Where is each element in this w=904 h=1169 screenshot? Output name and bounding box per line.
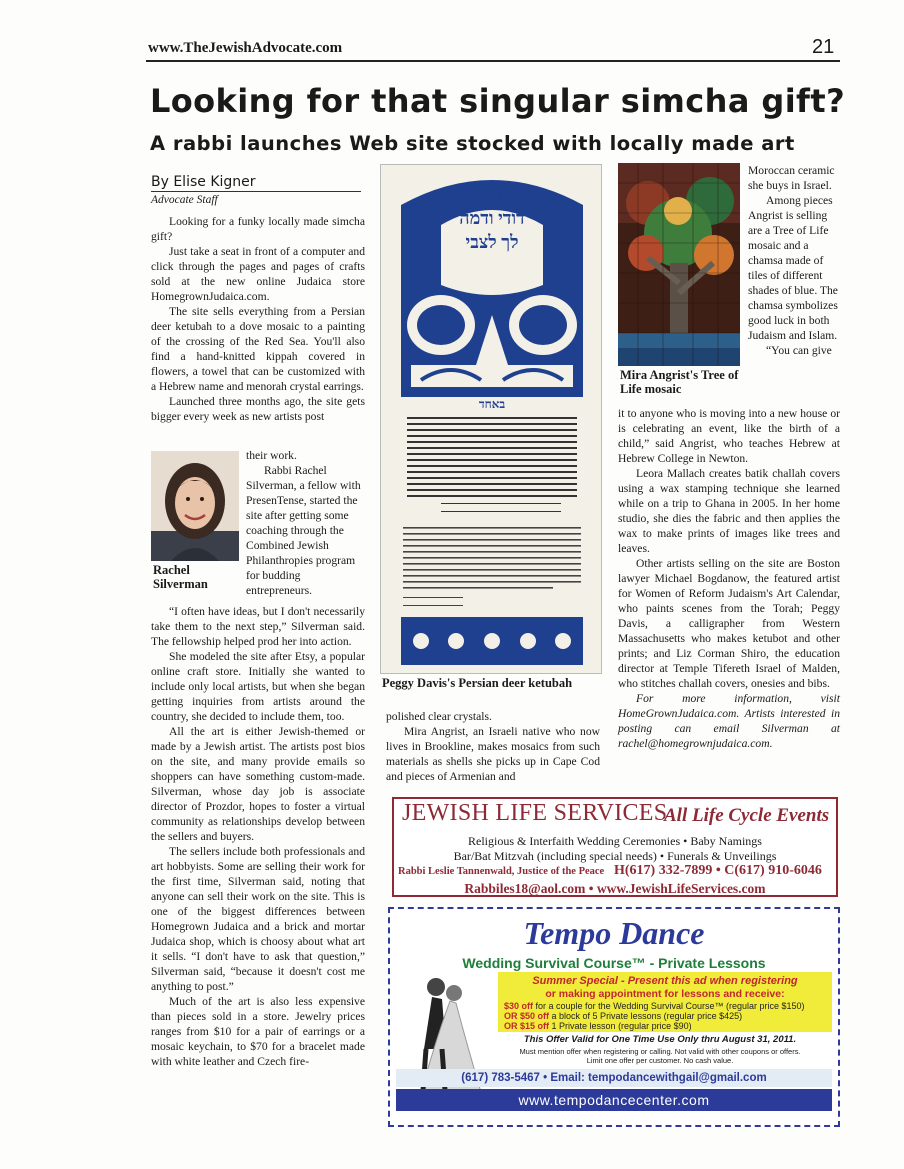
paragraph: All the art is either Jewish-themed or made by a Jewish artist. The artists post bios on the site, and many provide emails so shoppers can have something custom-made. Silverman, whose day job is associate director of Prozdor, hopes to foster a virtual community as relationships develop between the sellers and buyers. <box>151 725 365 843</box>
article-column-right-top <box>748 163 840 358</box>
paragraph: it to anyone who is moving into a new house or is celebrating an event, like the birth of a child,” said Angrist, who teaches Hebrew at Hebrew College in Newton. <box>618 407 840 465</box>
tempo-title: Tempo Dance <box>523 915 705 951</box>
tempo-offer-3-discount: OR $15 off <box>504 1021 550 1031</box>
tempo-offer-2 <box>504 1011 742 1021</box>
paragraph: Looking for a funky locally made simcha gift? <box>151 215 365 243</box>
tempo-contact[interactable]: (617) 783-5467 • Email: tempodancewithgail@gmail.com <box>396 1069 832 1087</box>
rachel-caption <box>153 563 223 591</box>
byline-role: Advocate Staff <box>151 194 218 206</box>
ketubah-heading-top-3: לך לצבי <box>465 232 519 252</box>
paragraph: Mira Angrist, an Israeli native who now lives in Brookline, makes mosaics from such materials as shells she picks up in Cape Cod and pieces of Armenian and <box>386 725 600 783</box>
paragraph: Rabbi Rachel Silverman, a fellow with PresenTense, started the site after getting some coaching through the Combined Jewish Philanthropies program for budding entrepreneurs. <box>246 464 361 597</box>
article-column-left-narrow <box>246 448 365 598</box>
jls-title: JEWISH LIFE SERVICES <box>402 800 668 826</box>
ketubah-caption: Peggy Davis's Persian deer ketubah <box>382 676 573 690</box>
tempo-offer-1 <box>504 1001 805 1011</box>
paragraph: She modeled the site after Etsy, a popular online craft store. Initially she wanted to include only local artists, but when she began getting inquiries from artists around the country, she decided to include them, too. <box>151 650 365 723</box>
jls-web-link[interactable]: Rabbiles18@aol.com • www.JewishLifeServices.com <box>464 881 766 896</box>
jls-services-line-1: Religious & Interfaith Wedding Ceremonies • Baby Namings <box>468 834 762 848</box>
jewish-life-services-ad[interactable] <box>392 797 838 897</box>
paragraph: The sellers include both professionals and art hobbyists. Some are selling their work for the first time, Silverman said, noting that anyone can sell their work on the site. This is one of the biggest differences between Homegrown Judaica and a brick and mortar Judaica shop, which is choosy about what art it sells. “I don't have to ask that question,” Silverman said, “because it doesn't cost me anything to post.” <box>151 845 365 993</box>
tempo-offer-1-discount: $30 off <box>504 1001 534 1011</box>
ketubah-heading-mid: באחד <box>478 397 506 411</box>
mosaic-caption <box>620 368 740 396</box>
subhead: A rabbi launches Web site stocked with locally made art <box>150 132 795 155</box>
tempo-offer-1-text: for a couple for the Wedding Survival Course™ (regular price $150) <box>535 1001 805 1011</box>
mosaic-caption-text: Mira Angrist's Tree of Life mosaic <box>620 368 739 396</box>
tree-of-life-mosaic-image <box>618 163 740 366</box>
tempo-dance-ad[interactable] <box>388 907 840 1127</box>
tempo-special-line-2: or making appointment for lessons and receive: <box>545 988 785 1000</box>
jls-officiant: Rabbi Leslie Tannenwald, Justice of the Peace <box>398 866 605 877</box>
tempo-offer-2-discount: OR $50 off <box>504 1011 550 1021</box>
paragraph: “I often have ideas, but I don't necessarily take them to the next step,” Silverman said. The fellowship helped prod her into action. <box>151 605 365 648</box>
ketubah-image <box>380 164 602 674</box>
paragraph: Leora Mallach creates batik challah covers using a wax stamping technique she learned while on a trip to Ghana in 2005. In her home studio, she dies the fabric and then applies the wax to make prints of images like trees and leaves. <box>618 467 840 555</box>
ketubah-heading-top-2: דודי ודמה <box>459 208 525 228</box>
article-column-left-top <box>151 214 365 424</box>
paragraph: Just take a seat in front of a computer and click through the pages and pages of crafts sold at the new online Judaica store HomegrownJudaica.com. <box>151 245 365 303</box>
tempo-valid-notice: This Offer Valid for One Time Use Only thru August 31, 2011. <box>523 1034 797 1045</box>
tempo-special-line-1: Summer Special - Present this ad when registering <box>532 975 798 987</box>
header-rule <box>146 60 840 62</box>
byline: By Elise Kigner <box>151 174 256 190</box>
tempo-website-link[interactable]: www.tempodancecenter.com <box>396 1089 832 1111</box>
tempo-offer-3 <box>504 1021 692 1031</box>
tempo-subtitle: Wedding Survival Course™ - Private Lessons <box>462 955 766 971</box>
paragraph: The site sells everything from a Persian deer ketubah to a dove mosaic to a painting of the crossing of the Red Sea. You'll also find a hand-knitted kippah covered in flowers, a towel that can be customized with a Hebrew name and menorah crystal earrings. <box>151 305 365 393</box>
rachel-caption-text: Rachel Silverman <box>153 563 208 591</box>
paragraph: Launched three months ago, the site gets bigger every week as new artists post <box>151 395 365 423</box>
tempo-fine-print-1: Must mention offer when registering or calling. Not valid with other coupons or offers. <box>519 1047 801 1056</box>
site-url: www.TheJewishAdvocate.com <box>148 40 343 56</box>
article-column-left-bottom <box>151 604 365 1069</box>
paragraph: Among pieces Angrist is selling are a Tree of Life mosaic and a chamsa made of tiles of different shades of blue. The chamsa symbolizes good luck in both Judaism and Islam. <box>748 194 838 342</box>
paragraph: their work. <box>246 449 297 462</box>
tempo-offer-2-text: a block of 5 Private lessons (regular price $425) <box>551 1011 743 1021</box>
paragraph: Moroccan ceramic she buys in Israel. <box>748 164 835 192</box>
article-column-middle <box>386 709 600 784</box>
jls-phone: H(617) 332-7899 • C(617) 910-6046 <box>614 863 822 878</box>
tempo-offer-3-text: 1 Private lesson (regular price $90) <box>551 1021 692 1031</box>
ketubah-heading-top-1: ברכה <box>473 184 511 204</box>
jls-tagline: All Life Cycle Events <box>664 805 830 826</box>
paragraph: polished clear crystals. <box>386 710 492 723</box>
paragraph: For more information, visit HomeGrownJudaica.com. Artists interested in posting can email Silverman at rachel@homegrownjudaica.com. <box>618 692 840 750</box>
article-column-right <box>618 406 840 751</box>
byline-rule <box>151 191 361 192</box>
jls-services-line-2: Bar/Bat Mitzvah (including special needs) • Funerals & Unveilings <box>453 849 777 863</box>
rachel-silverman-photo <box>151 451 239 561</box>
headline: Looking for that singular simcha gift? <box>150 82 846 120</box>
page-number: 21 <box>812 36 835 58</box>
paragraph: Other artists selling on the site are Boston lawyer Michael Bogdanow, the featured artist for Women of Reform Judaism's Art Calendar, who paints scenes from the Torah; Peggy Davis, a calligrapher from Western Massachusetts who makes ketubot and other prints; and Liz Corman Shiro, the education director at Temple Tifereth Israel of Malden, who stitches challah covers, onesies and bibs. <box>618 557 840 690</box>
tempo-fine-print-2: Limit one offer per customer. No cash value. <box>586 1056 734 1065</box>
paragraph: Much of the art is also less expensive than pieces sold in a store. Jewelry prices ranges from $10 for a pair of earrings or a mosaic keychain, to $70 for a bracelet made with white leather and Czech fire- <box>151 995 365 1068</box>
paragraph: “You can give <box>766 344 832 357</box>
tempo-special-box <box>498 972 832 1032</box>
